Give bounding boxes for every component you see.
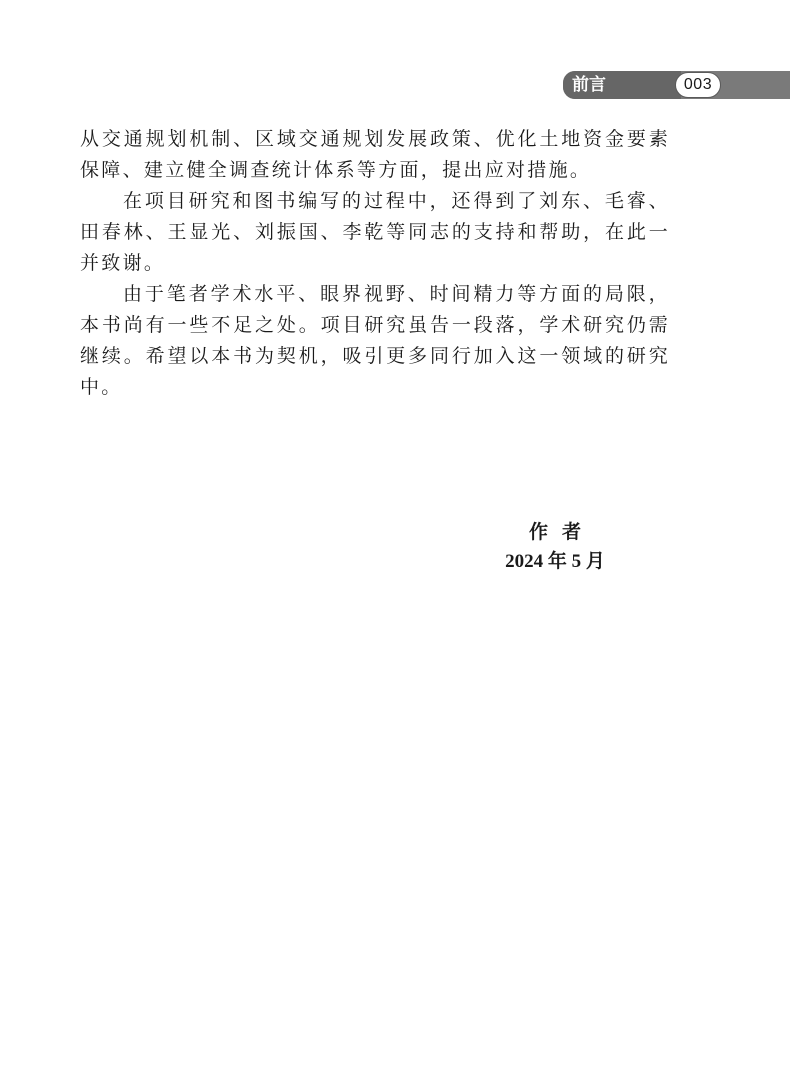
section-title: 前言	[572, 75, 606, 95]
author-signature: 作者	[528, 521, 595, 543]
signature-date: 2024 年 5 月	[505, 551, 605, 572]
running-header	[563, 71, 790, 99]
paragraph-1: 从交通规划机制、区域交通规划发展政策、优化土地资金要素保障、建立健全调查统计体系等方面，提出应对措施。	[80, 128, 670, 181]
signature-block	[490, 518, 620, 576]
page-number-badge	[675, 72, 721, 98]
body-text	[80, 124, 670, 403]
paragraph-2: 在项目研究和图书编写的过程中，还得到了刘东、毛睿、田春林、王显光、刘振国、李乾等同志的支持和帮助，在此一并致谢。	[80, 190, 670, 274]
page-number: 003	[683, 76, 713, 93]
paragraph-3: 由于笔者学术水平、眼界视野、时间精力等方面的局限，本书尚有一些不足之处。项目研究虽告一段落，学术研究仍需继续。希望以本书为契机，吸引更多同行加入这一领域的研究中。	[80, 283, 670, 398]
